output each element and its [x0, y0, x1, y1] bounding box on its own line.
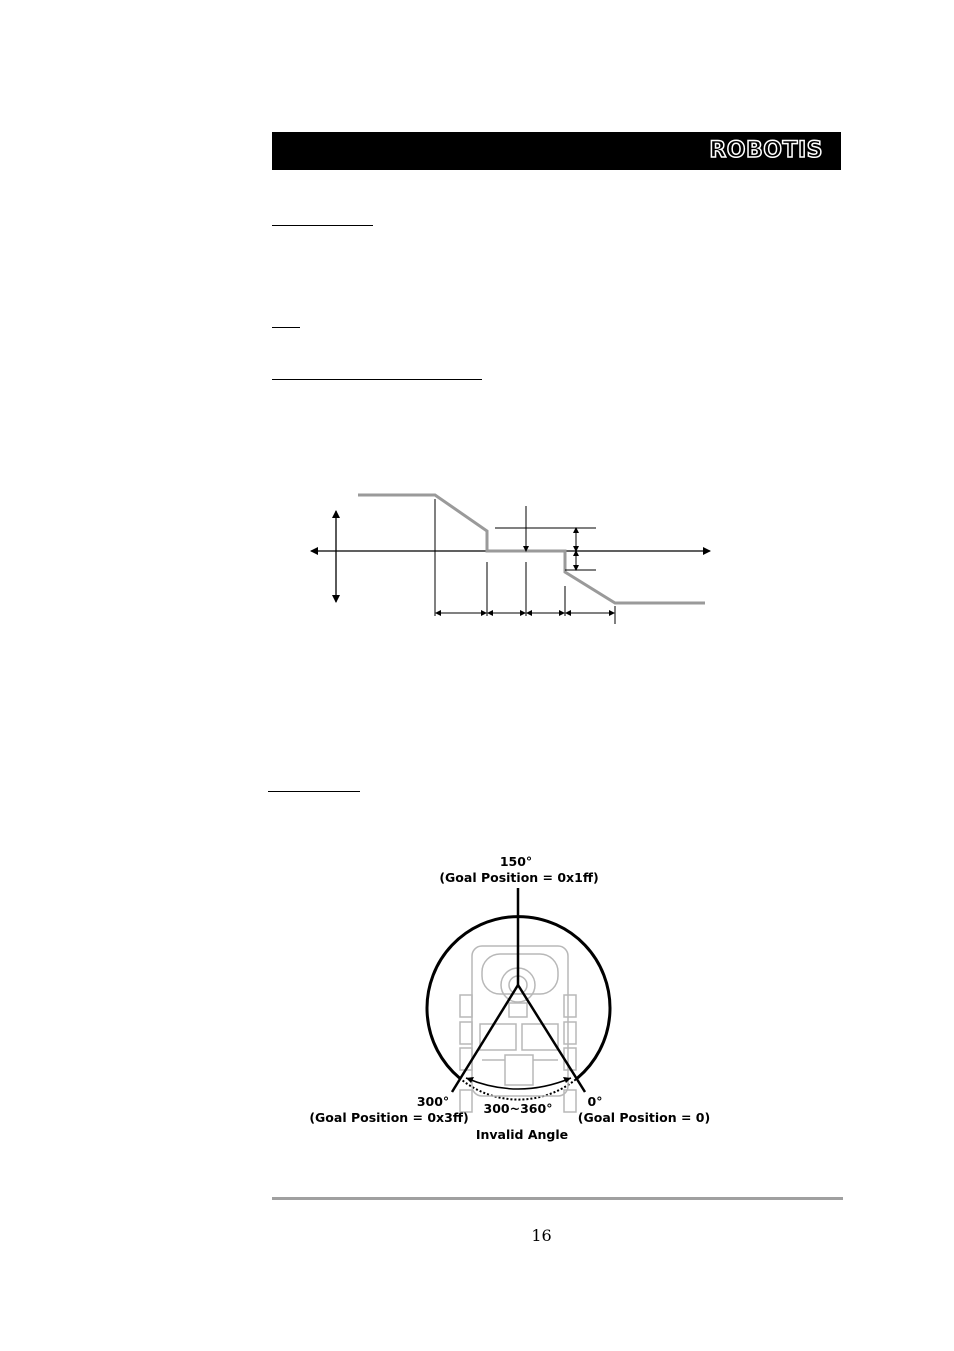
robotis-logo: ROBOTIS: [709, 138, 823, 163]
label-invalid-angle: Invalid Angle: [475, 1127, 569, 1142]
label-300-angle: 300°: [416, 1094, 450, 1109]
label-300-goal: (Goal Position = 0x3ff): [309, 1110, 469, 1125]
label-0-angle: 0°: [587, 1094, 603, 1109]
label-150-angle: 150°: [499, 854, 533, 869]
page-number: 16: [531, 1226, 552, 1245]
line-0: [518, 985, 585, 1092]
footer-rule: [272, 1197, 843, 1200]
invalid-angle-arc: [466, 1078, 571, 1089]
line-300: [452, 985, 518, 1092]
label-0-goal: (Goal Position = 0): [577, 1110, 711, 1125]
label-150-goal: (Goal Position = 0x1ff): [439, 870, 599, 885]
label-invalid-range: 300~360°: [483, 1101, 553, 1116]
